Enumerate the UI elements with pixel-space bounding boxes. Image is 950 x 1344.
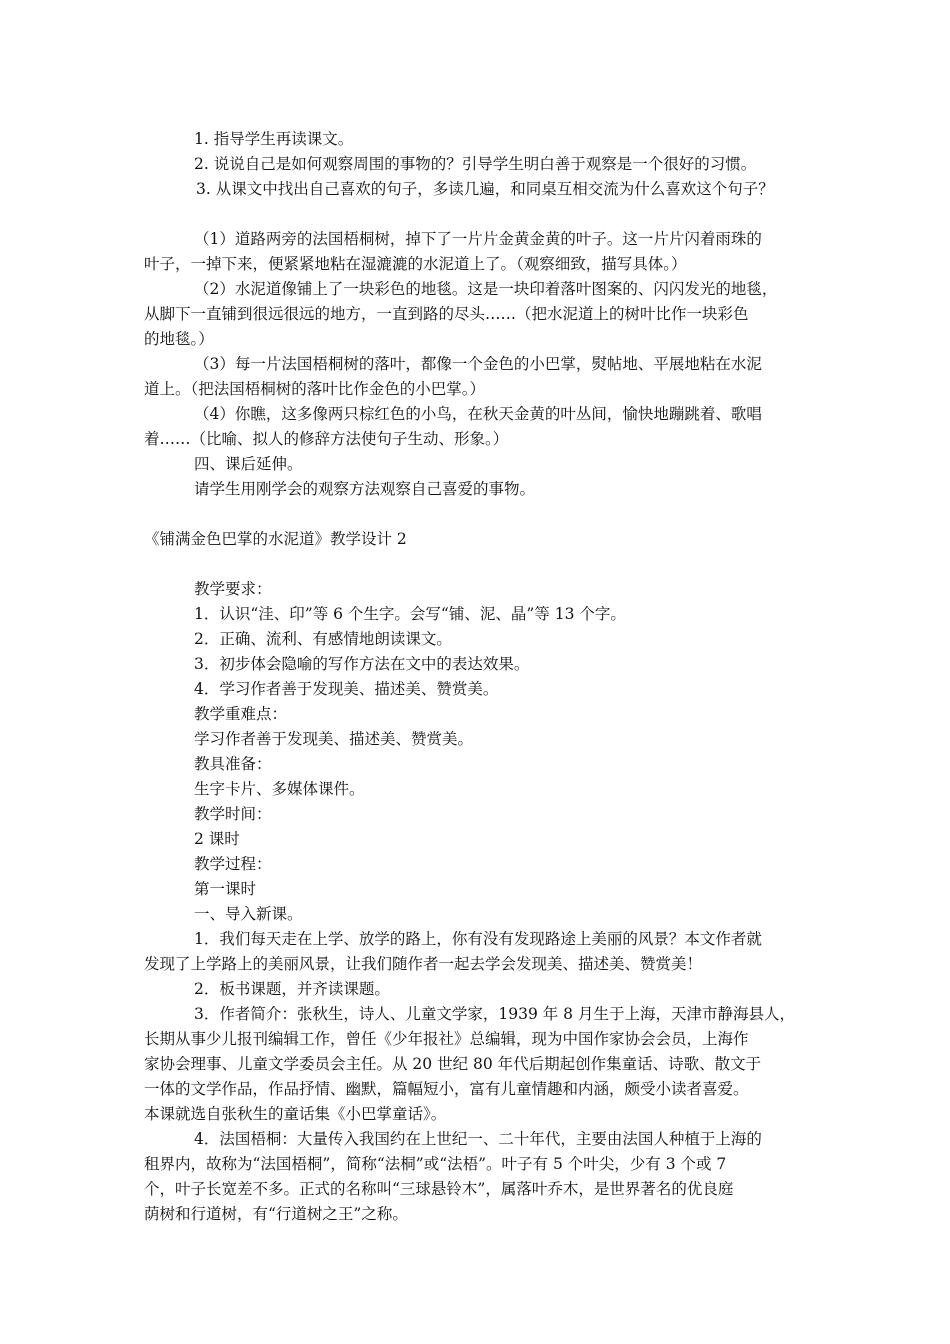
list-item: 2. 说说自己是如何观察周围的事物的？引导学生明白善于观察是一个很好的习惯。	[194, 155, 757, 173]
body-line: 1．认识“洼、印”等 6 个生字。会写“铺、泥、晶”等 13 个字。	[194, 605, 626, 623]
paragraph-3-line: 一体的文学作品，作品抒情、幽默，篇幅短小，富有儿童情趣和内涵，颇受小读者喜爱。	[144, 1080, 749, 1098]
body-line: 2．正确、流利、有感情地朗读课文。	[194, 630, 452, 648]
paragraph-1-line: 发现了上学路上的美丽风景，让我们随作者一起去学会发现美、描述美、赞赏美！	[144, 955, 703, 973]
sentence-1-line: 叶子，一掉下来，便紧紧地粘在湿漉漉的水泥道上了。（观察细致，描写具体。）	[144, 255, 687, 273]
sentence-3-line: 道上。（把法国梧桐树的落叶比作金色的小巴掌。）	[144, 380, 486, 398]
paragraph-4-line: 荫树和行道树，有“行道树之王”之称。	[144, 1205, 408, 1223]
list-item: 3. 从课文中找出自己喜欢的句子，多读几遍，和同桌互相交流为什么喜欢这个句子？	[196, 180, 774, 198]
sentence-2-first: （2）水泥道像铺上了一块彩色的地毯。这是一块印着落叶图案的、闪闪发光的地毯，	[194, 280, 778, 298]
paragraph-4-line: 租界内，故称为“法国梧桐”，简称“法桐”或“法梧”。叶子有 5 个叶尖，少有 3 个或 7	[144, 1155, 727, 1173]
body-line: 2 课时	[194, 830, 240, 848]
body-line: 教学重难点：	[194, 705, 288, 723]
paragraph-2-first: 2．板书课题，并齐读课题。	[194, 980, 390, 998]
paragraph-3-line: 家协会理事、儿童文学委员会主任。从 20 世纪 80 年代后期起创作集童话、诗歌、散文于	[144, 1055, 762, 1073]
section-text: 请学生用刚学会的观察方法观察自己喜爱的事物。	[194, 480, 536, 498]
paragraph-4-first: 4．法国梧桐：大量传入我国约在上世纪一、二十年代，主要由法国人种植于上海的	[194, 1130, 762, 1148]
document-title: 《铺满金色巴掌的水泥道》教学设计 2	[144, 530, 407, 548]
sentence-4-first: （4）你瞧，这多像两只棕红色的小鸟，在秋天金黄的叶丛间，愉快地蹦跳着、歌唱	[194, 405, 762, 423]
body-line: 学习作者善于发现美、描述美、赞赏美。	[194, 730, 474, 748]
body-line: 生字卡片、多媒体课件。	[194, 780, 365, 798]
body-line: 一、导入新课。	[194, 905, 303, 923]
body-line: 第一课时	[194, 880, 257, 898]
body-line: 教学过程：	[194, 855, 272, 873]
list-item: 1. 指导学生再读课文。	[194, 130, 354, 148]
sentence-2-line: 从脚下一直铺到很远很远的地方，一直到路的尽头……（把水泥道上的树叶比作一块彩色	[144, 305, 749, 323]
sentence-1-first: （1）道路两旁的法国梧桐树，掉下了一片片金黄金黄的叶子。这一片片闪着雨珠的	[194, 230, 762, 248]
paragraph-3-line: 长期从事少儿报刊编辑工作，曾任《少年报社》总编辑，现为中国作家协会会员，上海作	[144, 1030, 749, 1048]
paragraph-3-first: 3．作者简介：张秋生，诗人、儿童文学家，1939 年 8 月生于上海，天津市静海县人，	[194, 1005, 795, 1023]
body-line: 教具准备：	[194, 755, 272, 773]
sentence-2-line: 的地毯。）	[144, 330, 214, 348]
body-line: 教学时间：	[194, 805, 272, 823]
sentence-3-first: （3）每一片法国梧桐树的落叶，都像一个金色的小巴掌，熨帖地、平展地粘在水泥	[194, 355, 762, 373]
paragraph-4-line: 个，叶子长宽差不多。正式的名称叫“三球悬铃木”，属落叶乔木，是世界著名的优良庭	[144, 1180, 734, 1198]
paragraph-3-line: 本课就选自张秋生的童话集《小巴掌童话》。	[144, 1105, 447, 1123]
body-line: 教学要求：	[194, 580, 272, 598]
sentence-4-line: 着……（比喻、拟人的修辞方法使句子生动、形象。）	[144, 430, 509, 448]
body-line: 4．学习作者善于发现美、描述美、赞赏美。	[194, 680, 499, 698]
section-heading: 四、课后延伸。	[194, 455, 303, 473]
body-line: 3．初步体会隐喻的写作方法在文中的表达效果。	[194, 655, 530, 673]
paragraph-1-first: 1．我们每天走在上学、放学的路上，你有没有发现路途上美丽的风景？本文作者就	[194, 930, 762, 948]
